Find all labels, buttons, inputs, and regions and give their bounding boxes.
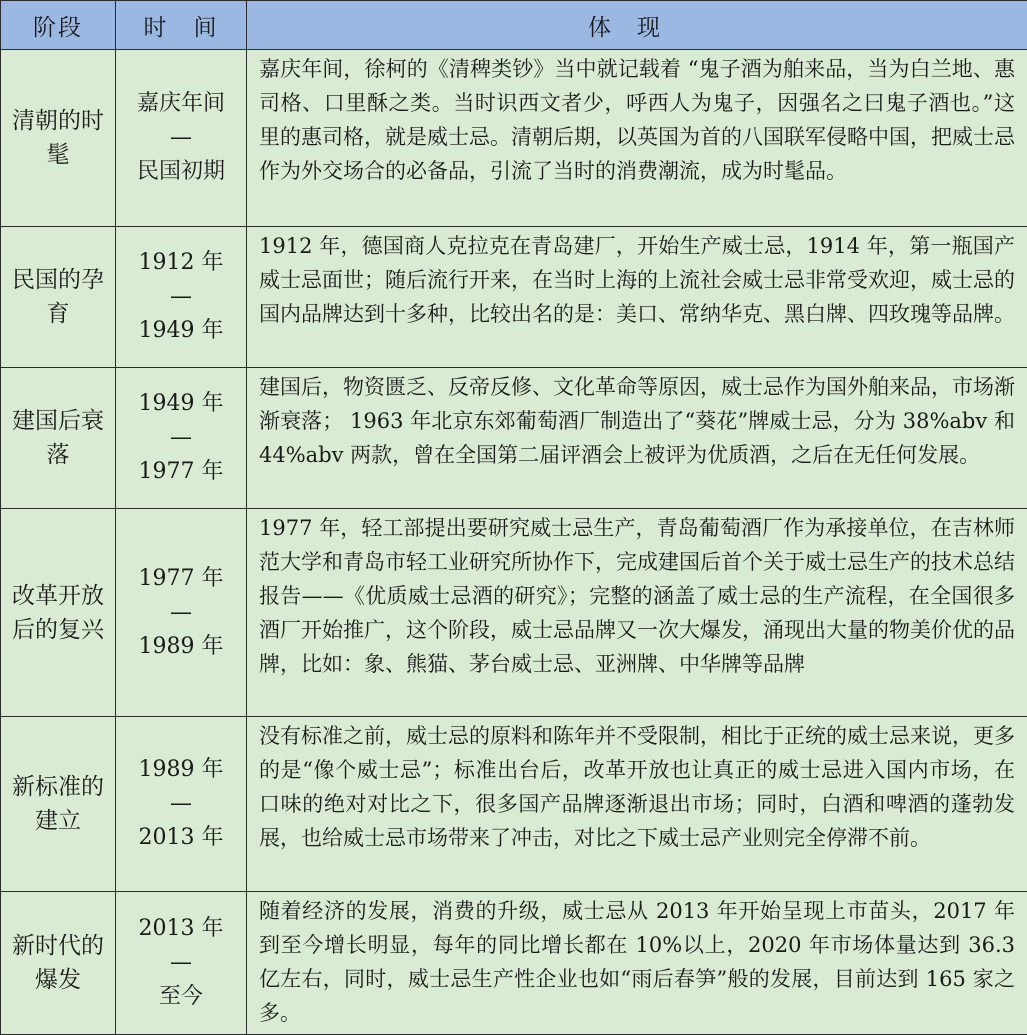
stage-cell: 改革开放后的复兴	[1, 509, 116, 717]
description-cell: 建国后，物资匮乏、反帝反修、文化革命等原因，威士忌作为国外舶来品，市场渐渐衰落； 1963 年北京东郊葡萄酒厂制造出了“葵花”牌威士忌，分为 38%abv 和 44%abv 两款，曾在全国第二届评酒会上被评为优质酒，之后在无任何发展。	[247, 368, 1027, 509]
table-row	[1, 227, 1027, 368]
period-end: 1949 年	[116, 314, 246, 348]
period-end: 2013 年	[116, 821, 246, 855]
description-cell: 1912 年，德国商人克拉克在青岛建厂，开始生产威士忌，1914 年，第一瓶国产威士忌面世；随后流行开来，在当时上海的上流社会威士忌非常受欢迎，威士忌的国内品牌达到十多种，比较出名的是：美口、常纳华克、黑白牌、四玫瑰等品牌。	[247, 227, 1027, 368]
period-separator: —	[116, 421, 246, 455]
period-separator: —	[116, 596, 246, 630]
period-separator: —	[116, 946, 246, 980]
table-row	[1, 50, 1027, 227]
period-end: 民国初期	[116, 155, 246, 189]
period-cell	[116, 368, 247, 509]
table-row	[1, 892, 1027, 1035]
period-start: 1977 年	[116, 562, 246, 596]
header-period: 时 间	[116, 1, 247, 50]
header-row	[1, 1, 1027, 50]
description-cell: 嘉庆年间，徐柯的《清稗类钞》当中就记载着 “鬼子酒为舶来品，当为白兰地、惠司格、口里酥之类。当时识西文者少，呼西人为鬼子，因强名之曰鬼子酒也。”这里的惠司格，就是威士忌。清朝后期，以英国为首的八国联军侵略中国，把威士忌作为外交场合的必备品，引流了当时的消费潮流，成为时髦品。	[247, 50, 1027, 227]
header-description: 体现	[247, 1, 1027, 50]
description-cell: 没有标准之前，威士忌的原料和陈年并不受限制，相比于正统的威士忌来说，更多的是“像个威士忌”；标准出台后，改革开放也让真正的威士忌进入国内市场，在口味的绝对对比之下，很多国产品牌逐渐退出市场；同时，白酒和啤酒的蓬勃发展，也给威士忌市场带来了冲击，对比之下威士忌产业则完全停滞不前。	[247, 717, 1027, 892]
description-cell: 1977 年，轻工部提出要研究威士忌生产，青岛葡萄酒厂作为承接单位，在吉林师范大学和青岛市轻工业研究所协作下，完成建国后首个关于威士忌生产的技术总结报告——《优质威士忌酒的研究》；完整的涵盖了威士忌的生产流程，在全国很多酒厂开始推广，这个阶段，威士忌品牌又一次大爆发，涌现出大量的物美价优的品牌，比如：象、熊猫、茅台威士忌、亚洲牌、中华牌等品牌	[247, 509, 1027, 717]
stage-cell: 民国的孕育	[1, 227, 116, 368]
period-separator: —	[116, 787, 246, 821]
period-start: 2013 年	[116, 912, 246, 946]
period-start: 1989 年	[116, 753, 246, 787]
table-row	[1, 509, 1027, 717]
stage-cell: 建国后衰落	[1, 368, 116, 509]
period-cell	[116, 509, 247, 717]
period-cell	[116, 717, 247, 892]
period-start: 1949 年	[116, 387, 246, 421]
table-row	[1, 717, 1027, 892]
description-cell: 随着经济的发展，消费的升级，威士忌从 2013 年开始呈现上市苗头，2017 年到至今增长明显，每年的同比增长都在 10%以上，2020 年市场体量达到 36.3 亿左右，同时，威士忌生产性企业也如“雨后春笋”般的发展，目前达到 165 家之多。	[247, 892, 1027, 1035]
period-separator: —	[116, 121, 246, 155]
header-stage: 阶段	[1, 1, 116, 50]
period-start: 嘉庆年间	[116, 87, 246, 121]
period-start: 1912 年	[116, 246, 246, 280]
period-cell	[116, 50, 247, 227]
stage-cell: 新时代的爆发	[1, 892, 116, 1035]
period-end: 至今	[116, 980, 246, 1014]
period-separator: —	[116, 280, 246, 314]
stage-cell: 清朝的时髦	[1, 50, 116, 227]
period-end: 1977 年	[116, 455, 246, 489]
table-row	[1, 368, 1027, 509]
period-cell	[116, 227, 247, 368]
period-cell	[116, 892, 247, 1035]
stage-cell: 新标准的建立	[1, 717, 116, 892]
period-end: 1989 年	[116, 630, 246, 664]
